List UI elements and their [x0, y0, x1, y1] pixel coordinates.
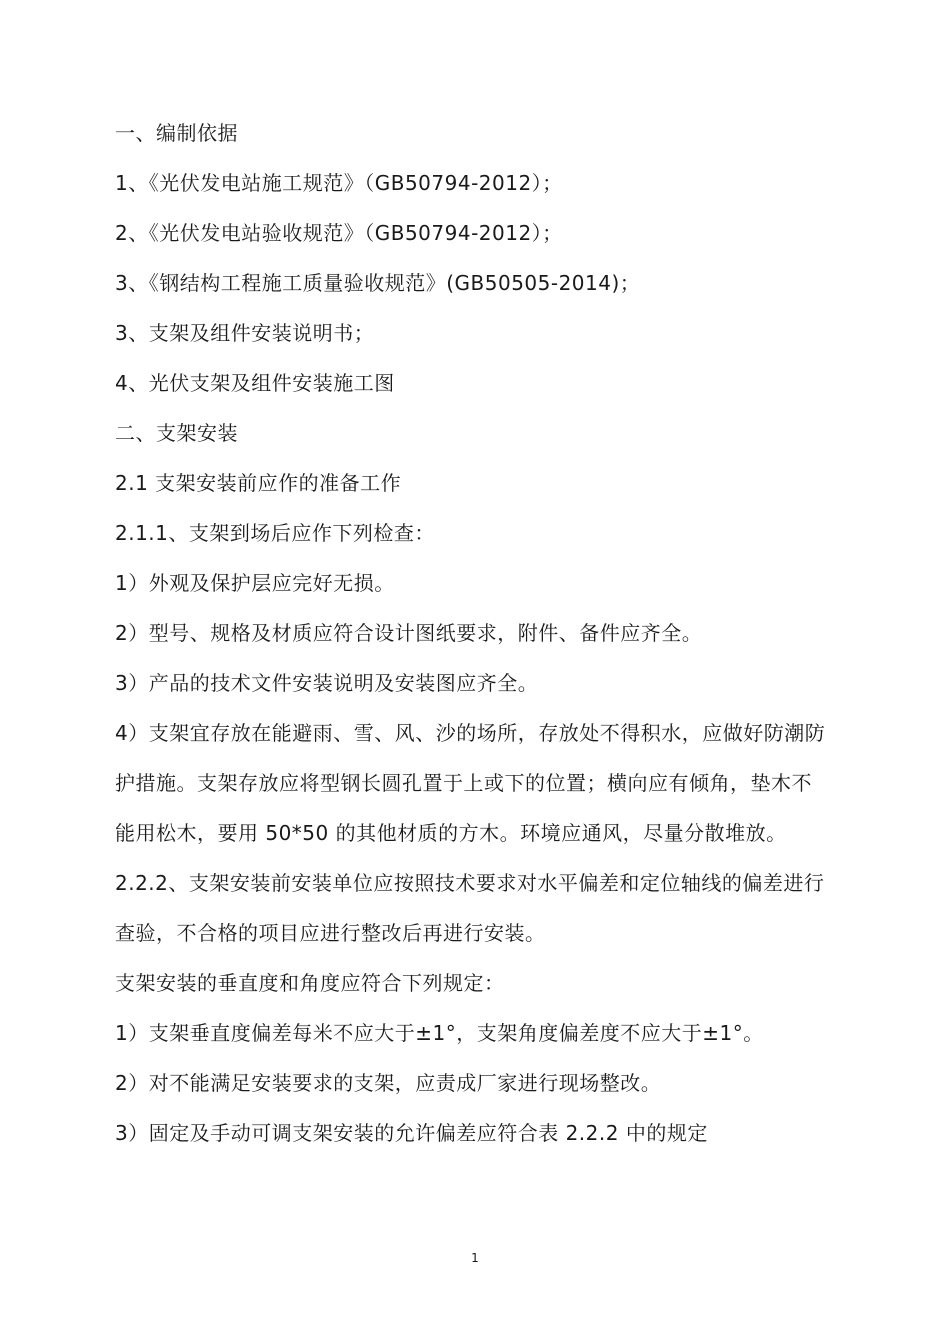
reference-item: 2、《光伏发电站验收规范》（GB50794-2012）；	[115, 221, 563, 245]
paragraph-line: 护措施。支架存放应将型钢长圆孔置于上或下的位置；横向应有倾角，垫木不	[115, 771, 812, 795]
reference-item: 4、光伏支架及组件安装施工图	[115, 371, 395, 395]
subheading: 2.1 支架安装前应作的准备工作	[115, 471, 402, 495]
paragraph-line: 1）支架垂直度偏差每米不应大于±1°，支架角度偏差度不应大于±1°。	[115, 1021, 764, 1045]
reference-item: 1、《光伏发电站施工规范》（GB50794-2012）；	[115, 171, 563, 195]
paragraph-line: 3）产品的技术文件安装说明及安装图应齐全。	[115, 671, 539, 695]
paragraph-line: 查验，不合格的项目应进行整改后再进行安装。	[115, 921, 546, 945]
paragraph-line: 2）型号、规格及材质应符合设计图纸要求，附件、备件应齐全。	[115, 621, 703, 645]
reference-item: 3、支架及组件安装说明书；	[115, 321, 375, 345]
paragraph-line: 能用松木，要用 50*50 的其他材质的方木。环境应通风，尽量分散堆放。	[115, 821, 787, 845]
paragraph-line: 2）对不能满足安装要求的支架，应责成厂家进行现场整改。	[115, 1071, 662, 1095]
paragraph-line: 2.2.2、支架安装前安装单位应按照技术要求对水平偏差和定位轴线的偏差进行	[115, 871, 825, 895]
subheading: 2.1.1、支架到场后应作下列检查：	[115, 521, 435, 545]
paragraph-line: 支架安装的垂直度和角度应符合下列规定：	[115, 971, 505, 995]
heading-compilation-basis: 一、编制依据	[115, 121, 238, 145]
page-number: 1	[471, 1251, 479, 1265]
reference-item: 3、《钢结构工程施工质量验收规范》(GB50505-2014)；	[115, 271, 641, 295]
heading-bracket-installation: 二、支架安装	[115, 421, 238, 445]
paragraph-line: 4）支架宜存放在能避雨、雪、风、沙的场所，存放处不得积水，应做好防潮防	[115, 721, 826, 745]
paragraph-line: 1）外观及保护层应完好无损。	[115, 571, 395, 595]
paragraph-line: 3）固定及手动可调支架安装的允许偏差应符合表 2.2.2 中的规定	[115, 1121, 708, 1145]
